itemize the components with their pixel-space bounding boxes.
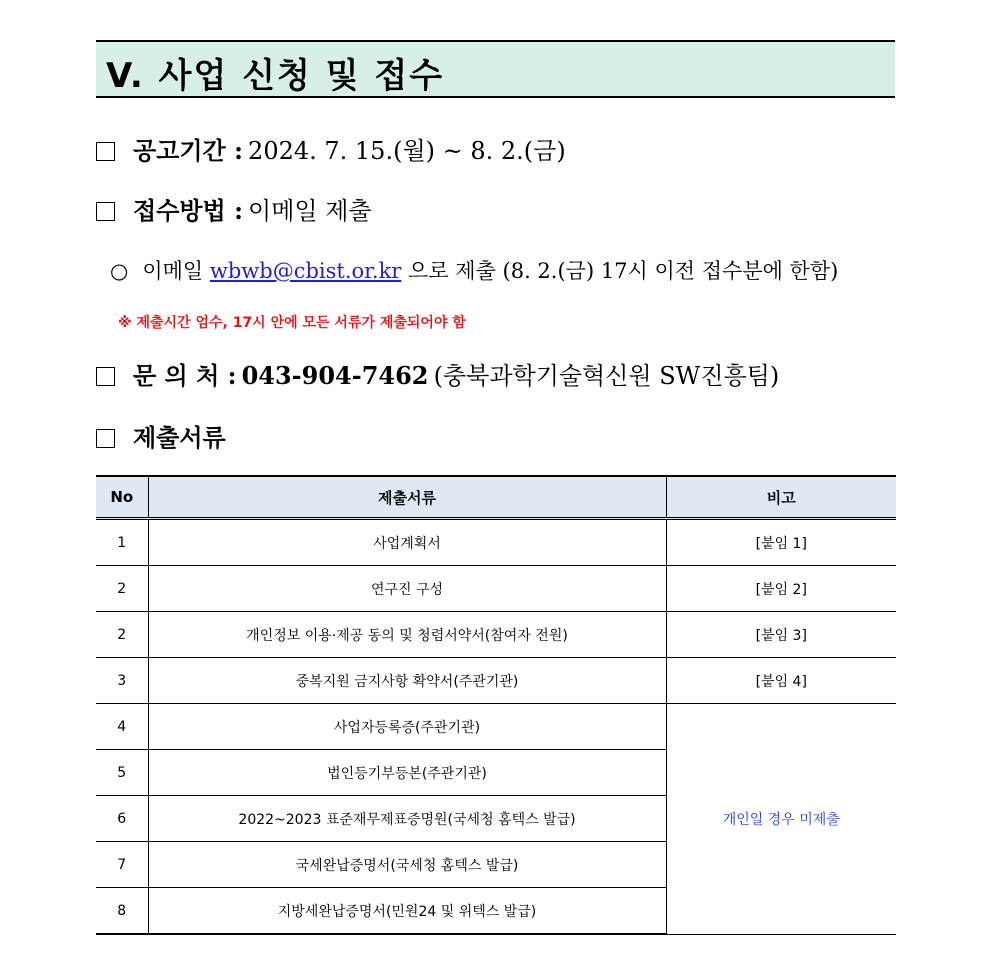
docs-heading-row	[96, 418, 226, 453]
row-no: 6	[96, 796, 148, 842]
table-row	[96, 566, 896, 612]
row-no: 4	[96, 704, 148, 750]
row-no: 3	[96, 658, 148, 704]
row-no: 7	[96, 842, 148, 888]
documents-table	[96, 475, 896, 935]
email-instruction	[110, 255, 838, 285]
row-doc: 연구진 구성	[148, 566, 666, 612]
row-doc: 2022~2023 표준재무제표증명원(국세청 홈텍스 발급)	[148, 796, 666, 842]
table-row	[96, 704, 896, 750]
row-doc: 사업자등록증(주관기관)	[148, 704, 666, 750]
checkbox-square-icon	[96, 202, 115, 221]
method-label: 접수방법 :	[133, 196, 243, 225]
contact-row	[96, 356, 779, 391]
email-link[interactable]: wbwb@cbist.or.kr	[209, 259, 402, 283]
row-doc: 개인정보 이용·제공 동의 및 청렴서약서(참여자 전원)	[148, 612, 666, 658]
row-remark: [붙임 2]	[666, 566, 896, 612]
checkbox-square-icon	[96, 429, 115, 448]
email-prefix: 이메일	[142, 259, 204, 283]
merged-remark: 개인일 경우 미제출	[666, 704, 896, 935]
contact-label: 문 의 처 :	[133, 361, 237, 390]
contact-phone: 043-904-7462	[241, 361, 429, 390]
table-row	[96, 658, 896, 704]
header-doc: 제출서류	[148, 476, 666, 519]
method-value: 이메일 제출	[248, 197, 372, 225]
table-row	[96, 519, 896, 566]
row-remark: [붙임 3]	[666, 612, 896, 658]
header-remark: 비고	[666, 476, 896, 519]
row-doc: 국세완납증명서(국세청 홈텍스 발급)	[148, 842, 666, 888]
row-no: 8	[96, 888, 148, 935]
period-value: 2024. 7. 15.(월) ~ 8. 2.(금)	[248, 137, 566, 165]
row-remark: [붙임 1]	[666, 519, 896, 566]
row-no: 5	[96, 750, 148, 796]
contact-org: (충북과학기술혁신원 SW진흥팀)	[433, 362, 780, 390]
checkbox-square-icon	[96, 367, 115, 386]
section-title: V. 사업 신청 및 접수	[106, 56, 445, 96]
row-remark: [붙임 4]	[666, 658, 896, 704]
checkbox-square-icon	[96, 142, 115, 161]
row-no: 2	[96, 612, 148, 658]
table-row	[96, 612, 896, 658]
method-row	[96, 191, 372, 226]
row-doc: 중복지원 금지사항 확약서(주관기관)	[148, 658, 666, 704]
row-doc: 법인등기부등본(주관기관)	[148, 750, 666, 796]
deadline-notice: ※ 제출시간 엄수, 17시 안에 모든 서류가 제출되어야 함	[118, 315, 466, 331]
header-no: No	[96, 476, 148, 519]
circle-bullet-icon: ○	[110, 259, 129, 283]
email-suffix: 으로 제출 (8. 2.(금) 17시 이전 접수분에 한함)	[408, 259, 839, 283]
row-no: 1	[96, 519, 148, 566]
period-label: 공고기간 :	[133, 136, 243, 165]
docs-heading: 제출서류	[133, 423, 226, 452]
section-header	[96, 40, 895, 98]
table-header-row	[96, 476, 896, 519]
period-row	[96, 131, 566, 166]
row-no: 2	[96, 566, 148, 612]
row-doc: 사업계획서	[148, 519, 666, 566]
row-doc: 지방세완납증명서(민원24 및 위텍스 발급)	[148, 888, 666, 935]
